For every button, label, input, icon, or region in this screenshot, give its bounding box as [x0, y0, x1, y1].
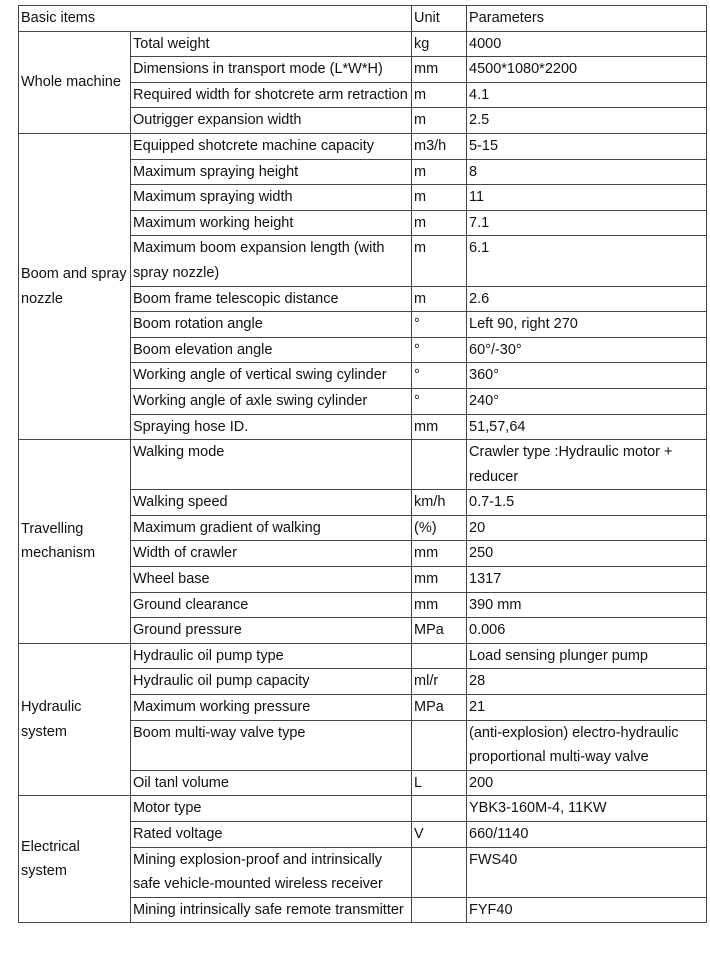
item-cell: Dimensions in transport mode (L*W*H) — [131, 57, 412, 83]
item-cell: Boom elevation angle — [131, 337, 412, 363]
header-row — [19, 6, 707, 32]
header-basic-items: Basic items — [19, 6, 412, 32]
item-cell: Motor type — [131, 796, 412, 822]
param-cell: 4.1 — [467, 82, 707, 108]
unit-cell: mm — [412, 57, 467, 83]
unit-cell: MPa — [412, 695, 467, 721]
item-cell: Rated voltage — [131, 822, 412, 848]
param-cell: 2.6 — [467, 286, 707, 312]
unit-cell — [412, 440, 467, 490]
item-cell: Maximum working pressure — [131, 695, 412, 721]
item-cell: Mining explosion-proof and intrinsically safe vehicle-mounted wireless receiver — [131, 847, 412, 897]
item-cell: Maximum gradient of walking — [131, 515, 412, 541]
table-row — [19, 133, 707, 159]
unit-cell: m — [412, 236, 467, 286]
param-cell: FWS40 — [467, 847, 707, 897]
param-cell: 7.1 — [467, 210, 707, 236]
unit-cell: (%) — [412, 515, 467, 541]
param-cell: 390 mm — [467, 592, 707, 618]
unit-cell: ml/r — [412, 669, 467, 695]
group-label: Whole machine — [19, 31, 131, 133]
group-label: Travelling mechanism — [19, 440, 131, 644]
item-cell: Spraying hose ID. — [131, 414, 412, 440]
unit-cell: m — [412, 210, 467, 236]
param-cell: 51,57,64 — [467, 414, 707, 440]
table-row — [19, 643, 707, 669]
unit-cell: MPa — [412, 618, 467, 644]
unit-cell: ° — [412, 337, 467, 363]
item-cell: Equipped shotcrete machine capacity — [131, 133, 412, 159]
param-cell: 60°/-30° — [467, 337, 707, 363]
group-label: Electrical system — [19, 796, 131, 923]
unit-cell — [412, 643, 467, 669]
item-cell: Walking speed — [131, 490, 412, 516]
header-parameters: Parameters — [467, 6, 707, 32]
unit-cell: L — [412, 770, 467, 796]
header-unit: Unit — [412, 6, 467, 32]
item-cell: Boom frame telescopic distance — [131, 286, 412, 312]
unit-cell: ° — [412, 363, 467, 389]
param-cell: 0.7-1.5 — [467, 490, 707, 516]
unit-cell: mm — [412, 592, 467, 618]
unit-cell — [412, 897, 467, 923]
item-cell: Maximum spraying height — [131, 159, 412, 185]
item-cell: Hydraulic oil pump capacity — [131, 669, 412, 695]
param-cell: 2.5 — [467, 108, 707, 134]
unit-cell: kg — [412, 31, 467, 57]
param-cell: 28 — [467, 669, 707, 695]
param-cell: 240° — [467, 388, 707, 414]
unit-cell: ° — [412, 312, 467, 338]
param-cell: 250 — [467, 541, 707, 567]
unit-cell: m — [412, 286, 467, 312]
param-cell: 200 — [467, 770, 707, 796]
item-cell: Wheel base — [131, 567, 412, 593]
item-cell: Ground clearance — [131, 592, 412, 618]
param-cell: 21 — [467, 695, 707, 721]
unit-cell: m3/h — [412, 133, 467, 159]
specifications-table — [18, 5, 707, 923]
table-row — [19, 31, 707, 57]
item-cell: Maximum working height — [131, 210, 412, 236]
unit-cell: m — [412, 185, 467, 211]
unit-cell: mm — [412, 567, 467, 593]
param-cell: 20 — [467, 515, 707, 541]
param-cell: 8 — [467, 159, 707, 185]
item-cell: Walking mode — [131, 440, 412, 490]
item-cell: Width of crawler — [131, 541, 412, 567]
group-label: Boom and spray nozzle — [19, 133, 131, 439]
unit-cell — [412, 847, 467, 897]
param-cell: 6.1 — [467, 236, 707, 286]
table-row — [19, 440, 707, 490]
param-cell: 5-15 — [467, 133, 707, 159]
unit-cell: mm — [412, 541, 467, 567]
param-cell: Left 90, right 270 — [467, 312, 707, 338]
unit-cell — [412, 796, 467, 822]
item-cell: Maximum spraying width — [131, 185, 412, 211]
unit-cell — [412, 720, 467, 770]
item-cell: Outrigger expansion width — [131, 108, 412, 134]
item-cell: Working angle of axle swing cylinder — [131, 388, 412, 414]
item-cell: Working angle of vertical swing cylinder — [131, 363, 412, 389]
param-cell: 4000 — [467, 31, 707, 57]
param-cell: Crawler type :Hydraulic motor + reducer — [467, 440, 707, 490]
param-cell: 660/1140 — [467, 822, 707, 848]
unit-cell: m — [412, 82, 467, 108]
param-cell: 360° — [467, 363, 707, 389]
item-cell: Oil tanl volume — [131, 770, 412, 796]
item-cell: Mining intrinsically safe remote transmitter — [131, 897, 412, 923]
param-cell: Load sensing plunger pump — [467, 643, 707, 669]
item-cell: Ground pressure — [131, 618, 412, 644]
param-cell: FYF40 — [467, 897, 707, 923]
unit-cell: mm — [412, 414, 467, 440]
item-cell: Boom rotation angle — [131, 312, 412, 338]
param-cell: 4500*1080*2200 — [467, 57, 707, 83]
group-label: Hydraulic system — [19, 643, 131, 796]
param-cell: 1317 — [467, 567, 707, 593]
param-cell: 11 — [467, 185, 707, 211]
unit-cell: V — [412, 822, 467, 848]
unit-cell: m — [412, 108, 467, 134]
item-cell: Maximum boom expansion length (with spray nozzle) — [131, 236, 412, 286]
param-cell: (anti-explosion) electro-hydraulic proportional multi-way valve — [467, 720, 707, 770]
table-row — [19, 796, 707, 822]
item-cell: Total weight — [131, 31, 412, 57]
item-cell: Hydraulic oil pump type — [131, 643, 412, 669]
param-cell: 0.006 — [467, 618, 707, 644]
item-cell: Required width for shotcrete arm retraction — [131, 82, 412, 108]
unit-cell: ° — [412, 388, 467, 414]
unit-cell: m — [412, 159, 467, 185]
item-cell: Boom multi-way valve type — [131, 720, 412, 770]
unit-cell: km/h — [412, 490, 467, 516]
param-cell: YBK3-160M-4, 11KW — [467, 796, 707, 822]
